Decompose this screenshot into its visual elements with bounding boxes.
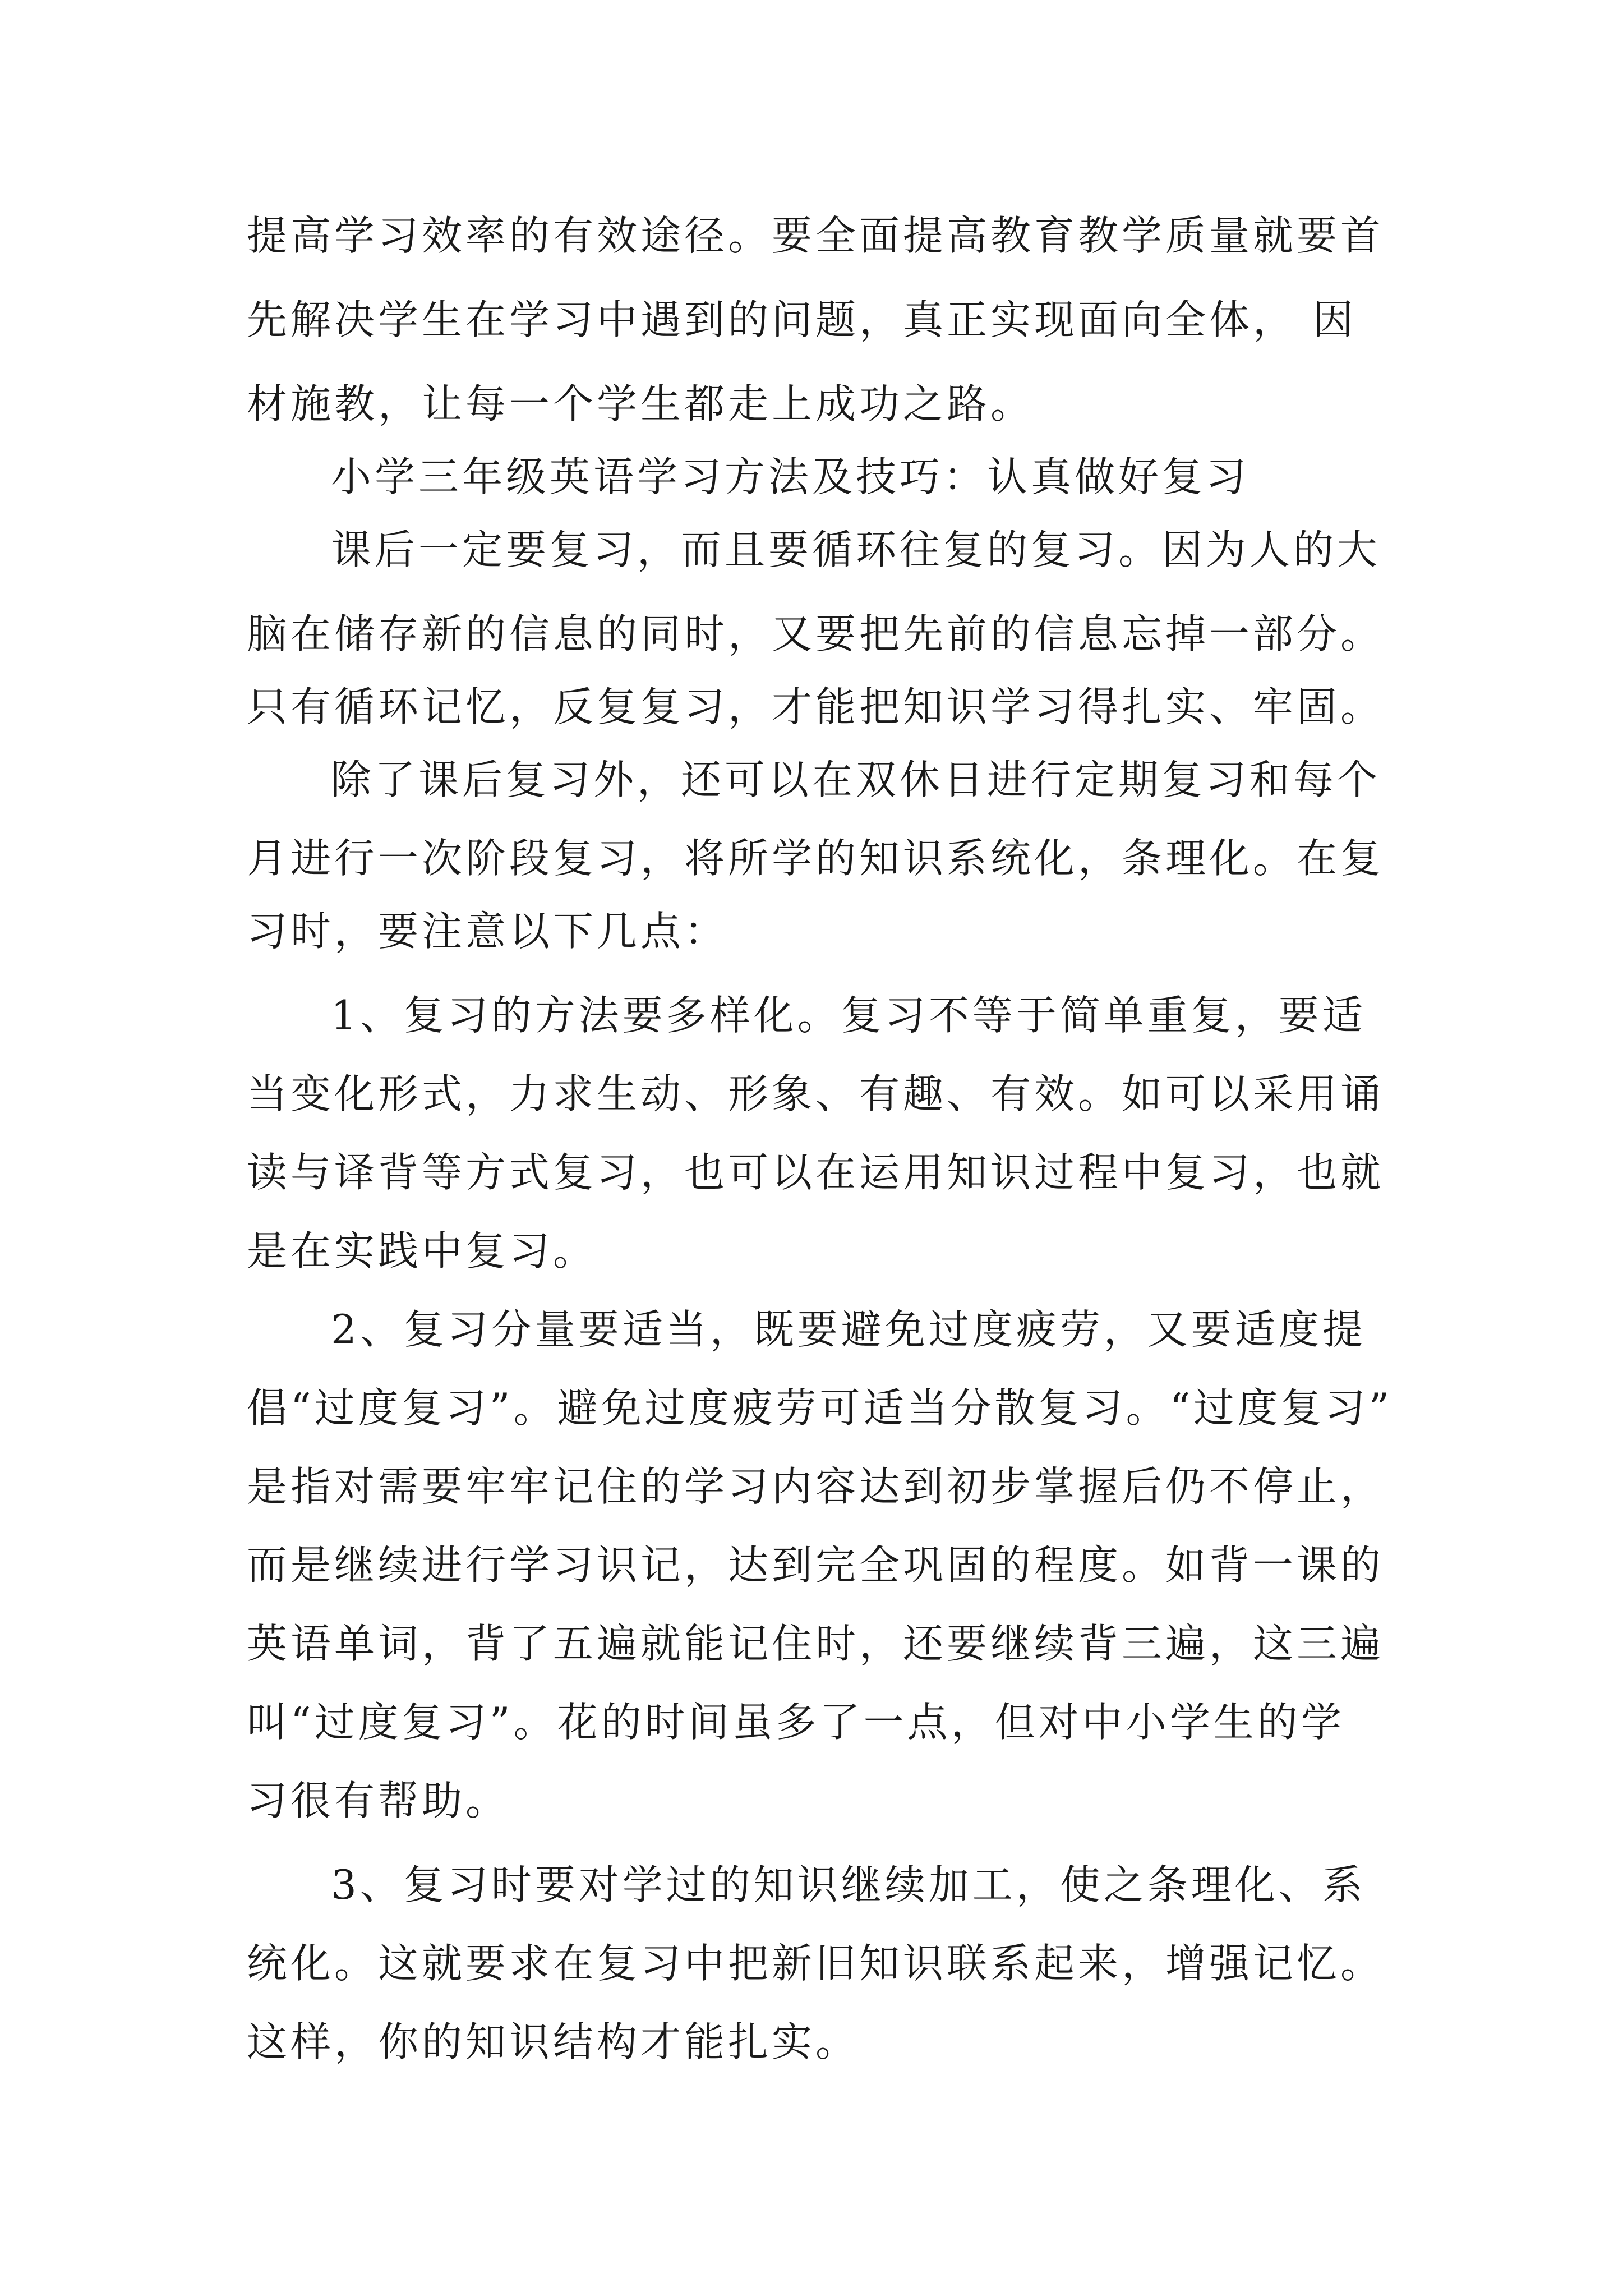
text-line: 先解决学生在学习中遇到的问题，真正实现面向全体， 因 bbox=[247, 296, 1357, 343]
text-line: 读与译背等方式复习，也可以在运用知识过程中复习，也就 bbox=[247, 1149, 1385, 1196]
text-line: 课后一定要复习，而且要循环往复的复习。因为人的大 bbox=[331, 526, 1381, 573]
text-line: 叫“过度复习”。花的时间虽多了一点，但对中小学生的学 bbox=[247, 1699, 1345, 1746]
text-line: 脑在储存新的信息的同时，又要把先前的信息忘掉一部分。 bbox=[247, 610, 1385, 657]
text-line: 1、复习的方法要多样化。复习不等于简单重复，要适 bbox=[331, 992, 1366, 1039]
text-line: 是在实践中复习。 bbox=[247, 1227, 597, 1274]
text-line: 只有循环记忆，反复复习，才能把知识学习得扎实、牢固。 bbox=[247, 683, 1385, 730]
text-line: 英语单词，背了五遍就能记住时，还要继续背三遍，这三遍 bbox=[247, 1620, 1385, 1667]
text-line: 是指对需要牢牢记住的学习内容达到初步掌握后仍不停止， bbox=[247, 1463, 1385, 1510]
text-line: 2、复习分量要适当，既要避免过度疲劳，又要适度提 bbox=[331, 1306, 1366, 1353]
text-line: 习很有帮助。 bbox=[247, 1777, 510, 1824]
text-line: 月进行一次阶段复习，将所学的知识系统化，条理化。在复 bbox=[247, 835, 1385, 882]
text-line: 习时，要注意以下几点： bbox=[247, 908, 728, 955]
text-line: 倡“过度复习”。避免过度疲劳可适当分散复习。“过度复习” bbox=[247, 1384, 1393, 1432]
text-line: 统化。这就要求在复习中把新旧知识联系起来，增强记忆。 bbox=[247, 1940, 1385, 1987]
text-line: 当变化形式，力求生动、形象、有趣、有效。如可以采用诵 bbox=[247, 1070, 1385, 1117]
section-heading: 小学三年级英语学习方法及技巧：认真做好复习 bbox=[331, 453, 1250, 500]
text-line: 材施教，让每一个学生都走上成功之路。 bbox=[247, 380, 1035, 427]
text-line: 提高学习效率的有效途径。要全面提高教育教学质量就要首 bbox=[247, 212, 1385, 259]
text-line: 这样，你的知识结构才能扎实。 bbox=[247, 2018, 860, 2065]
text-line: 除了课后复习外，还可以在双休日进行定期复习和每个 bbox=[331, 756, 1381, 803]
text-line: 3、复习时要对学过的知识继续加工，使之条理化、系 bbox=[331, 1861, 1366, 1908]
text-line: 而是继续进行学习识记，达到完全巩固的程度。如背一课的 bbox=[247, 1542, 1385, 1589]
